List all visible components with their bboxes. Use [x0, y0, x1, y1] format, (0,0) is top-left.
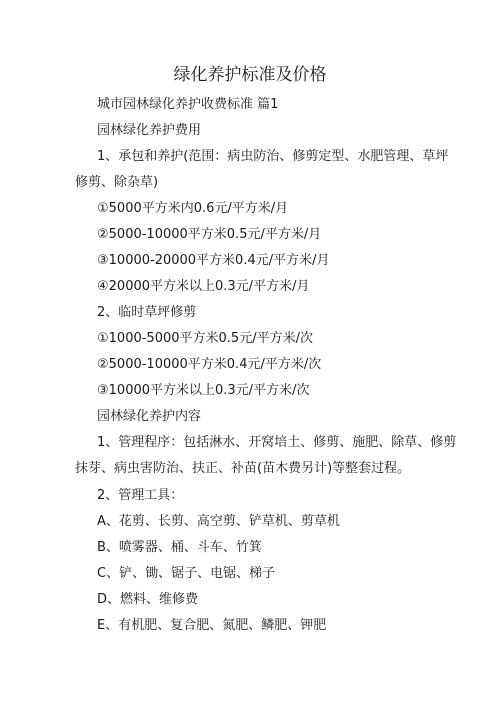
document-title: 绿化养护标准及价格 [173, 65, 327, 85]
fee-item-1-line-1: 1、承包和养护(范围：病虫防治、修剪定型、水肥管理、草坪 [97, 149, 449, 164]
fee-price-1: ①5000平方米内0.6元/平方米/月 [97, 201, 289, 216]
procedure-line-2: 抹芽、病虫害防治、扶正、补苗(苗木费另计)等整套过程。 [75, 461, 411, 476]
fee-price-4: ④20000平方米以上0.3元/平方米/月 [97, 279, 310, 294]
tool-list-d: D、燃料、维修费 [97, 592, 199, 607]
mowing-price-1: ①1000-5000平方米0.5元/平方米/次 [97, 331, 313, 346]
tool-list-e: E、有机肥、复合肥、氮肥、鳞肥、钾肥 [97, 618, 327, 633]
fee-item-1-line-2: 修剪、除杂草) [75, 175, 159, 190]
fee-price-3: ③10000-20000平方米0.4元/平方米/月 [97, 253, 330, 268]
tool-list-a: A、花剪、长剪、高空剪、铲草机、剪草机 [97, 514, 340, 529]
fee-price-2: ②5000-10000平方米0.5元/平方米/月 [97, 227, 322, 242]
tool-list-b: B、喷雾器、桶、斗车、竹箕 [97, 540, 262, 555]
mowing-price-2: ②5000-10000平方米0.4元/平方米/次 [97, 357, 322, 372]
section-heading-content: 园林绿化养护内容 [97, 409, 202, 424]
mowing-price-3: ③10000平方米以上0.3元/平方米/次 [97, 383, 310, 398]
fee-item-2: 2、临时草坪修剪 [97, 305, 197, 320]
section-heading-fees: 园林绿化养护费用 [97, 123, 202, 138]
tools-heading: 2、管理工具： [97, 488, 184, 503]
tool-list-c: C、铲、锄、锯子、电锯、梯子 [97, 566, 276, 581]
procedure-line-1: 1、管理程序：包括淋水、开窝培土、修剪、施肥、除草、修剪 [97, 435, 457, 450]
document-subtitle: 城市园林绿化养护收费标准 篇1 [97, 97, 279, 112]
